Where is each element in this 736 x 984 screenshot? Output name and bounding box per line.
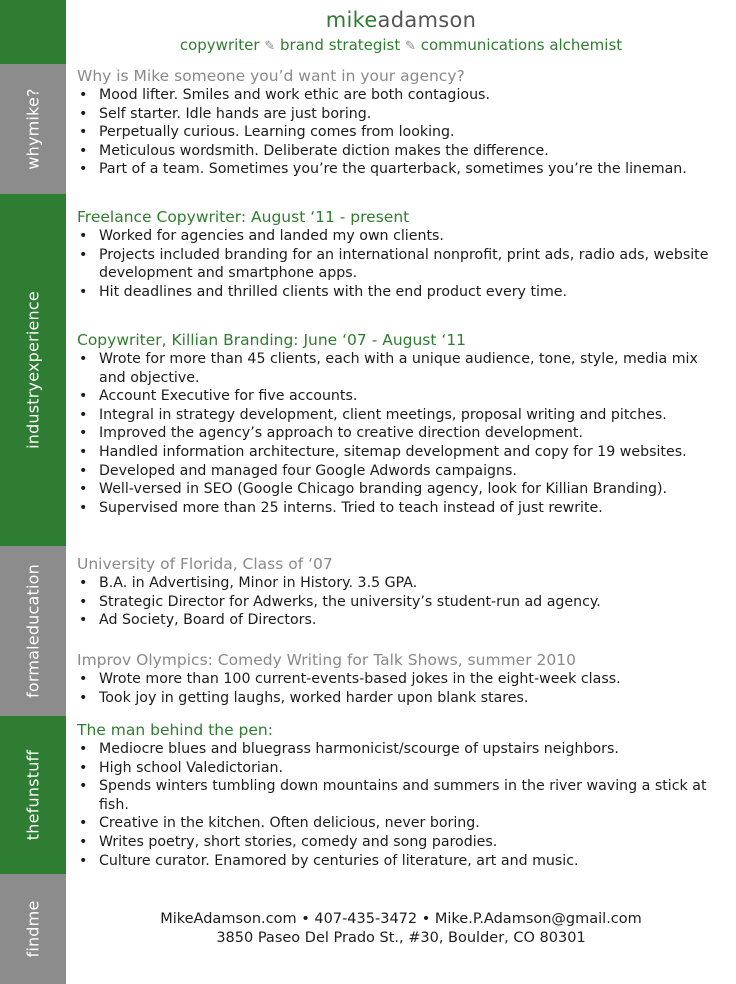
sidebar-band-formal-education	[0, 546, 66, 716]
bullet-list	[77, 670, 728, 707]
list-item: • Well-versed in SEO (Google Chicago branding agency, look for Killian Branding).	[77, 480, 728, 499]
last-name: adamson	[377, 8, 477, 32]
tagline	[66, 36, 736, 54]
list-item: • Spends winters tumbling down mountains and summers in the river waving a stick at fish.	[77, 777, 728, 814]
sidebar-label-formal-education: formaleducation	[23, 564, 43, 698]
list-item: • Hit deadlines and thrilled clients with the end product every time.	[77, 283, 728, 302]
list-item: • Account Executive for five accounts.	[77, 387, 728, 406]
section-improv-olympics	[77, 651, 728, 707]
list-item: • Part of a team. Sometimes you’re the quarterback, sometimes you’re the lineman.	[77, 160, 728, 179]
section-killian-branding	[77, 331, 728, 517]
list-item: • B.A. in Advertising, Minor in History. 3.5 GPA.	[77, 574, 728, 593]
list-item: • Supervised more than 25 interns. Tried to teach instead of just rewrite.	[77, 499, 728, 518]
sidebar-band-industry-experience	[0, 194, 66, 546]
sidebar-label-find-me: findme	[23, 900, 43, 958]
list-item: • Self starter. Idle hands are just boring.	[77, 105, 728, 124]
pencil-icon: ✎	[264, 39, 276, 54]
list-item: • Wrote for more than 45 clients, each with a unique audience, tone, style, media mix and objective.	[77, 350, 728, 387]
bullet-list	[77, 86, 728, 179]
section-heading: University of Florida, Class of ‘07	[77, 555, 333, 573]
contact-info	[66, 910, 736, 948]
section-heading: Copywriter, Killian Branding: June ‘07 - August ‘11	[77, 331, 467, 349]
section-heading: The man behind the pen:	[77, 721, 273, 739]
sidebar	[0, 0, 66, 984]
contact-line-web-phone-email: MikeAdamson.com • 407-435-3472 • Mike.P.Adamson@gmail.com	[160, 911, 642, 927]
sidebar-band-find-me	[0, 874, 66, 984]
tagline-role-3: communications alchemist	[420, 36, 623, 54]
list-item: • Perpetually curious. Learning comes from looking.	[77, 123, 728, 142]
list-item: • Writes poetry, short stories, comedy and song parodies.	[77, 833, 728, 852]
list-item: • Mediocre blues and bluegrass harmonicist/scourge of upstairs neighbors.	[77, 740, 728, 759]
list-item: • Culture curator. Enamored by centuries of literature, art and music.	[77, 852, 728, 871]
bullet-list	[77, 350, 728, 517]
section-heading: Improv Olympics: Comedy Writing for Talk Shows, summer 2010	[77, 651, 576, 669]
list-item: • Creative in the kitchen. Often delicious, never boring.	[77, 814, 728, 833]
bullet-list	[77, 574, 728, 630]
sidebar-label-industry-experience: industryexperience	[23, 291, 43, 449]
list-item: • Projects included branding for an international nonprofit, print ads, radio ads, website development and smartphone apps.	[77, 246, 728, 283]
section-heading: Freelance Copywriter: August ‘11 - present	[77, 208, 410, 226]
first-name: mike	[325, 8, 378, 32]
list-item: • Wrote more than 100 current-events-based jokes in the eight-week class.	[77, 670, 728, 689]
list-item: • Strategic Director for Adwerks, the university’s student-run ad agency.	[77, 593, 728, 612]
list-item: • Meticulous wordsmith. Deliberate diction makes the difference.	[77, 142, 728, 161]
pencil-icon: ✎	[405, 39, 416, 54]
section-university-of-florida	[77, 555, 728, 630]
list-item: • Integral in strategy development, client meetings, proposal writing and pitches.	[77, 406, 728, 425]
list-item: • Took joy in getting laughs, worked harder upon blank stares.	[77, 689, 728, 708]
bullet-list	[77, 740, 728, 870]
list-item: • Improved the agency’s approach to creative direction development.	[77, 424, 728, 443]
sidebar-band-header	[0, 0, 66, 64]
contact-address: 3850 Paseo Del Prado St., #30, Boulder, CO 80301	[216, 930, 586, 946]
list-item: • Developed and managed four Google Adwords campaigns.	[77, 462, 728, 481]
section-heading: Why is Mike someone you’d want in your agency?	[77, 67, 465, 85]
resume-header	[66, 0, 736, 64]
list-item: • High school Valedictorian.	[77, 759, 728, 778]
list-item: • Ad Society, Board of Directors.	[77, 611, 728, 630]
list-item: • Handled information architecture, sitemap development and copy for 19 websites.	[77, 443, 728, 462]
sidebar-label-why-mike: whymike?	[23, 88, 43, 170]
sidebar-band-why-mike	[0, 64, 66, 194]
section-fun-stuff	[77, 721, 728, 870]
section-freelance-copywriter	[77, 208, 728, 301]
section-why-mike	[77, 67, 728, 179]
list-item: • Mood lifter. Smiles and work ethic are both contagious.	[77, 86, 728, 105]
sidebar-band-the-fun-stuff	[0, 716, 66, 874]
name-title	[66, 8, 736, 32]
list-item: • Worked for agencies and landed my own clients.	[77, 227, 728, 246]
bullet-list	[77, 227, 728, 301]
sidebar-label-the-fun-stuff: thefunstuff	[23, 749, 43, 841]
tagline-role-2: brand strategist	[280, 36, 401, 54]
tagline-role-1: copywriter	[179, 36, 260, 54]
